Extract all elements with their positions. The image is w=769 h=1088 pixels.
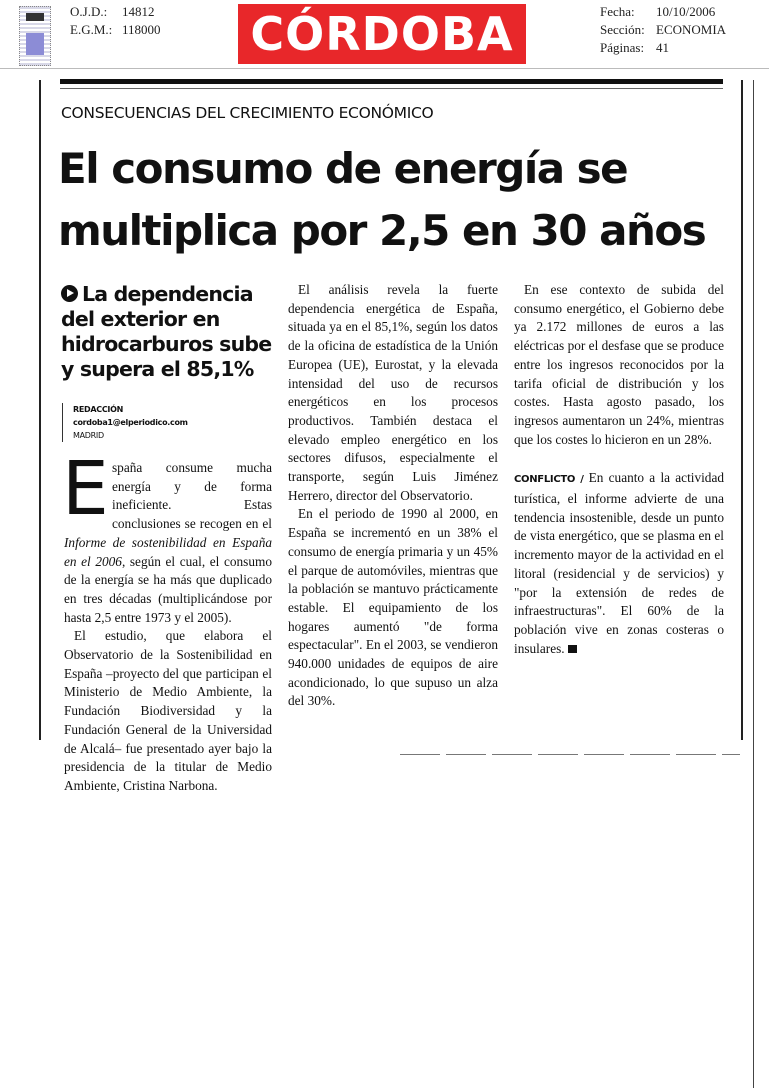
fecha-label: Fecha:: [600, 4, 635, 19]
paragraph-5: En ese contexto de subida del consumo energético, el Gobierno debe ya 2.172 millones de euros a las eléctricas por el desfase que se produce entre los ingresos reconocidos por la tarifa oficial de distribución y los costes. Hasta agosto pasado, los ingresos aumentaron un 24%, mientras que los costes lo hicieron en un 28%.: [514, 282, 724, 447]
drop-cap: E: [62, 446, 109, 532]
left-frame-line: [39, 80, 41, 740]
article-top-rule: [60, 79, 723, 84]
article-top-thin-rule: [60, 88, 723, 89]
report-title: Informe de sostenibilidad en España en el 2006: [64, 534, 272, 569]
paragraph-6: CONFLICTO / En cuanto a la actividad turística, el informe advierte de una tendencia insostenible, desde un punto de vista energético, que se plasma en el incremento mayor de la actividad en el litoral (residencial y de servicios) y "por la extensión de redes de infraestructuras". El 60% de la población vive en zonas costeras o insulares.: [514, 470, 724, 656]
egm-label: E.G.M.:: [70, 22, 113, 37]
paginas-value: 41: [656, 40, 669, 55]
subheadline: [61, 282, 281, 382]
right-frame-line: [741, 80, 743, 740]
seccion-label: Sección:: [600, 22, 645, 37]
header-divider: [0, 68, 769, 69]
headline: [58, 138, 738, 262]
ojd-label: O.J.D.:: [70, 4, 108, 19]
play-arrow-icon: [61, 285, 78, 302]
headline-line-2: multiplica por 2,5 en 30 años: [58, 206, 706, 255]
subheadline-text: La dependencia del exterior en hidrocarburos sube y supera el 85,1%: [61, 282, 272, 381]
article-column-3: [514, 281, 724, 658]
paginas-label: Páginas:: [600, 40, 645, 55]
masthead-title: CÓRDOBA: [250, 7, 514, 61]
headline-line-1: El consumo de energía se: [58, 144, 628, 193]
article-column-1: [62, 446, 272, 796]
seccion-value: ECONOMIA: [656, 22, 727, 37]
byline: [62, 403, 188, 442]
fecha-value: 10/10/2006: [656, 4, 716, 19]
end-of-article-mark: [568, 645, 577, 653]
paragraph-3: El análisis revela la fuerte dependencia energética de España, situada ya en el 85,1%, según los datos de la oficina de estadística de la Unión Europea (UE), Eurostat, y la elevada intensidad del uso de recursos energéticos en los procesos productivos. También destaca el elevado empleo energético en los sectores difusos, especialmente el transporte, según Luis Jiménez Herrero, director del Observatorio.: [288, 282, 498, 503]
ojd-value: 14812: [122, 4, 155, 19]
audience-metadata: [70, 3, 161, 39]
kicker: CONSECUENCIAS DEL CRECIMIENTO ECONÓMICO: [61, 104, 434, 122]
byline-author: REDACCIÓN: [73, 405, 123, 414]
bottom-dashed-rule: [400, 754, 740, 755]
article-column-2: [288, 281, 498, 711]
paragraph-2: El estudio, que elabora el Observatorio de la Sostenibilidad en España –proyecto del que participan el Ministerio de Medio Ambiente, la Fundación Biodiversidad y la Fundación General de la Universidad de Alcalá– fue presentado ayer bajo la presidencia de la titular de Medio Ambiente, Cristina Narbona.: [64, 628, 272, 793]
egm-value: 118000: [122, 22, 161, 37]
paragraph-4: En el periodo de 1990 al 2000, en España se incrementó en un 38% el consumo de energía primaria y un 45% el parque de automóviles, mientras que la población se mantuvo prácticamente estable. El equipamiento de los hogares aumentó "de forma espectacular". En el 2003, se vendieron 940.000 unidades de equipos de aire acondicionado, lo que supuso un alza del 30%.: [288, 506, 498, 709]
byline-city: MADRID: [73, 431, 104, 440]
newspaper-masthead: [238, 4, 526, 64]
page-edge-line: [753, 80, 754, 1088]
section-tag: CONFLICTO: [514, 474, 576, 486]
paragraph-1: España consume mucha energía y de forma ineficiente. Estas conclusiones se recogen en el Informe de sostenibilidad en España en el 2006, según el cual, el consumo de la energía se ha más que duplicado en tres décadas (multiplicándose por hasta 2,5 entre 1973 y el 2005).: [62, 446, 272, 625]
byline-email: cordoba1@elperiodico.com: [73, 418, 188, 427]
publication-metadata: [600, 3, 726, 57]
clipping-service-logo: [19, 6, 51, 66]
